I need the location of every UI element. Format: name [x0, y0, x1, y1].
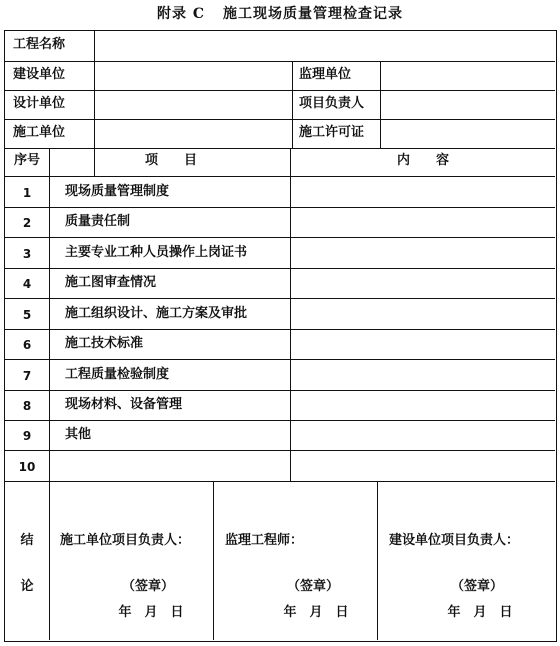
signer-date: 年 月 日: [283, 605, 349, 620]
quality-check-form: [4, 30, 557, 642]
row-item: 现场材料、设备管理: [65, 397, 183, 412]
appendix-label: 附录 C: [156, 6, 206, 22]
row-number: 6: [22, 338, 32, 352]
row-divider: [5, 176, 555, 177]
row-divider: [5, 420, 555, 421]
supervision-unit-label: 监理单位: [299, 67, 352, 82]
row-divider: [5, 298, 555, 299]
col-divider: [292, 61, 293, 148]
signer-date: 年 月 日: [118, 605, 184, 620]
row-divider: [5, 359, 555, 360]
row-item: 现场质量管理制度: [65, 184, 170, 199]
row-divider: [5, 90, 555, 91]
col-divider: [213, 481, 214, 640]
row-divider: [5, 61, 555, 62]
column-header-no: 序号: [13, 153, 41, 168]
row-number: 9: [22, 429, 32, 443]
col-divider: [290, 148, 291, 481]
row-divider: [5, 268, 555, 269]
signer-role: 建设单位项目负责人：: [389, 533, 520, 548]
conclusion-label-2: 论: [20, 579, 34, 594]
col-divider: [94, 31, 95, 176]
project-manager-label: 项目负责人: [299, 96, 365, 111]
row-divider: [5, 481, 555, 482]
signer-seal: （签章）: [450, 579, 504, 594]
column-header-item: 项 目: [144, 153, 198, 168]
row-divider: [5, 237, 555, 238]
signer-role: 监理工程师：: [225, 533, 304, 548]
contractor-label: 施工单位: [13, 125, 66, 140]
row-item: 施工组织设计、施工方案及审批: [65, 306, 248, 321]
project-name-label: 工程名称: [13, 37, 66, 52]
col-divider: [377, 481, 378, 640]
title-text: 施工现场质量管理检查记录: [223, 6, 404, 22]
signer-seal: （签章）: [121, 579, 175, 594]
col-divider: [380, 61, 381, 148]
row-number: 4: [22, 277, 32, 291]
row-item: 其他: [65, 427, 92, 442]
row-number: 1: [22, 186, 32, 200]
design-unit-label: 设计单位: [13, 96, 66, 111]
column-header-content: 内 容: [396, 153, 450, 168]
signer-role: 施工单位项目负责人：: [60, 533, 191, 548]
row-divider: [5, 207, 555, 208]
row-item: 施工技术标准: [65, 336, 144, 351]
construction-unit-label: 建设单位: [13, 67, 66, 82]
permit-label: 施工许可证: [299, 125, 365, 140]
row-divider: [5, 119, 555, 120]
row-item: 质量责任制: [65, 214, 131, 229]
signer-seal: （签章）: [286, 579, 340, 594]
row-divider: [5, 148, 555, 149]
signer-date: 年 月 日: [447, 605, 513, 620]
row-item: 施工图审查情况: [65, 275, 157, 290]
row-number: 10: [18, 460, 36, 474]
row-divider: [5, 390, 555, 391]
row-divider: [5, 329, 555, 330]
row-number: 8: [22, 399, 32, 413]
col-divider: [49, 148, 50, 640]
row-number: 7: [22, 369, 32, 383]
row-item: 主要专业工种人员操作上岗证书: [65, 245, 248, 260]
row-item: 工程质量检验制度: [65, 367, 170, 382]
page-title: [0, 0, 560, 30]
row-number: 5: [22, 308, 32, 322]
row-number: 2: [22, 216, 32, 230]
conclusion-label-1: 结: [20, 533, 34, 548]
row-number: 3: [22, 247, 32, 261]
row-divider: [5, 450, 555, 451]
